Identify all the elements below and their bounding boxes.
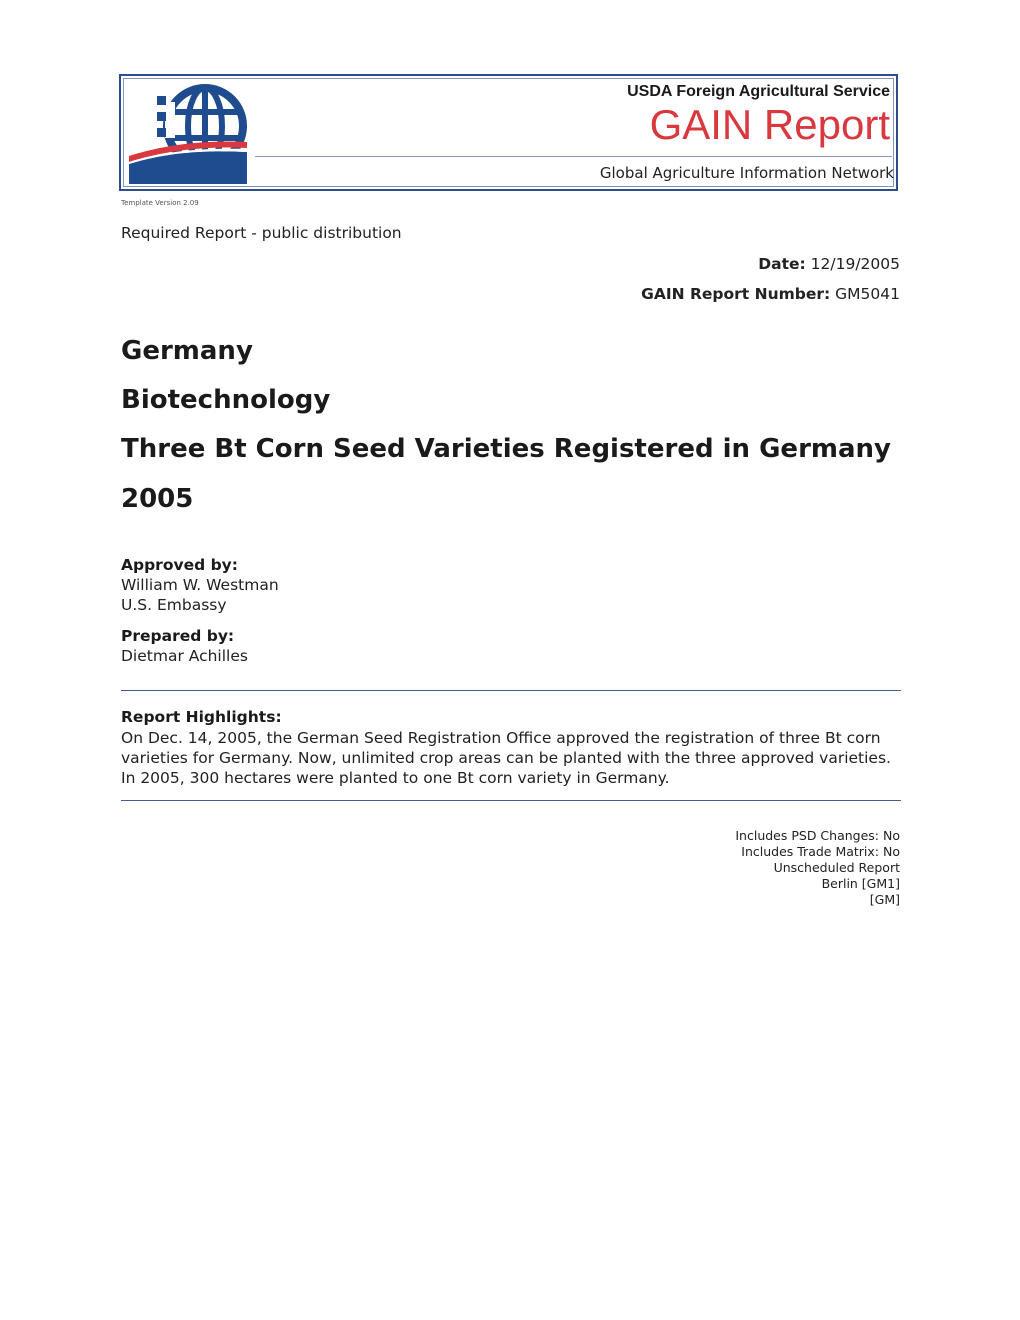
psd-changes: Includes PSD Changes: No <box>735 828 900 843</box>
highlights-text: On Dec. 14, 2005, the German Seed Registration Office approved the registration of three Bt corn varieties for Germany. Now, unlimited crop areas can be planted with the three approved varieties. In 2005, 300 hectares were planted to one Bt corn variety in Germany. <box>121 729 891 787</box>
section-divider-top <box>121 690 901 691</box>
report-meta <box>735 828 900 908</box>
section-divider-bottom <box>121 800 901 801</box>
report-number-value: GM5041 <box>835 285 900 303</box>
date-value: 12/19/2005 <box>810 255 900 273</box>
report-number <box>641 285 900 303</box>
header-divider <box>255 156 892 157</box>
approver-org: U.S. Embassy <box>121 596 227 614</box>
country-heading: Germany <box>121 336 253 366</box>
agency-name: USDA Foreign Agricultural Service <box>627 83 890 100</box>
post-location: Berlin [GM1] <box>821 876 900 891</box>
template-version: Template Version 2.09 <box>121 199 199 207</box>
approved-by-label: Approved by: <box>121 556 238 574</box>
schedule-type: Unscheduled Report <box>773 860 900 875</box>
prepared-by-label: Prepared by: <box>121 627 235 645</box>
approver-name: William W. Westman <box>121 576 279 594</box>
usda-globe-logo-icon <box>127 82 249 184</box>
preparer-name: Dietmar Achilles <box>121 647 248 665</box>
distribution-note: Required Report - public distribution <box>121 224 402 242</box>
report-title: Three Bt Corn Seed Varieties Registered in Germany <box>121 434 891 464</box>
topic-heading: Biotechnology <box>121 385 331 415</box>
report-date <box>758 255 900 273</box>
report-number-label: GAIN Report Number: <box>641 285 831 303</box>
trade-matrix: Includes Trade Matrix: No <box>741 844 900 859</box>
country-code: [GM] <box>869 892 900 907</box>
report-brand-title: GAIN Report <box>649 101 890 148</box>
highlights-label: Report Highlights: <box>121 708 282 726</box>
date-label: Date: <box>758 255 806 273</box>
gain-header <box>119 74 898 191</box>
network-subtitle: Global Agriculture Information Network <box>599 164 894 182</box>
report-year: 2005 <box>121 484 194 514</box>
